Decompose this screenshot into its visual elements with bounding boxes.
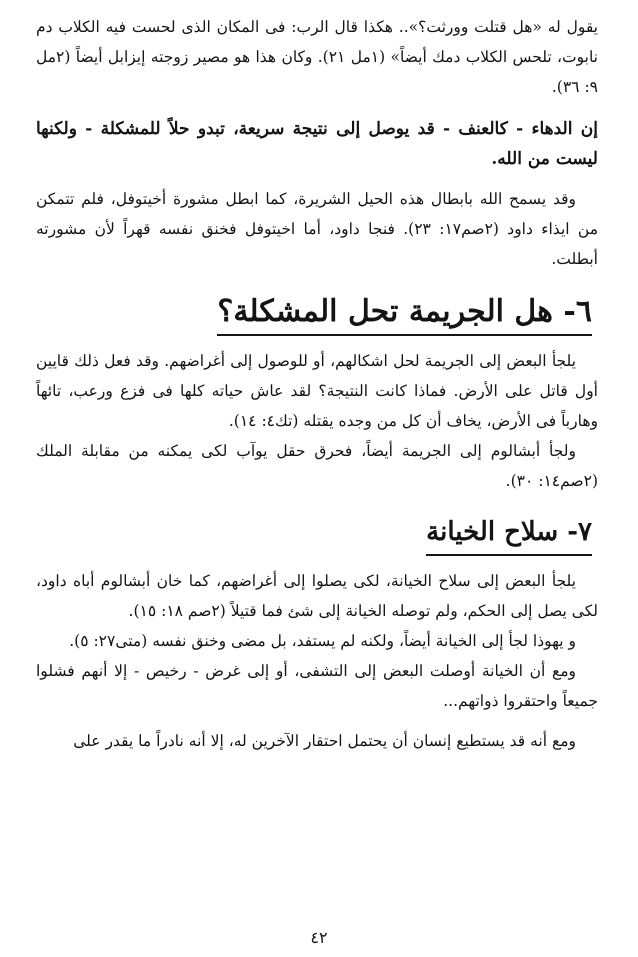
paragraph-ahithophel: وقد يسمح الله بابطال هذه الحيل الشريرة، كما ابطل مشورة أخيتوفل، فلم تتمكن من ايذاء داود (٢صم١٧: ٢٣). فنجا داود، أما اخيتوفل فخنق نفسه قهراً لأن مشورته أبطلت.	[36, 190, 598, 268]
section-7-heading-text: ٧- سلاح الخيانة	[426, 512, 592, 556]
section-6-heading-text: ٦- هل الجريمة تحل المشكلة؟	[217, 292, 592, 336]
paragraph-betrayal-failure: ومع أن الخيانة أوصلت البعض إلى التشفى، أو إلى غرض - رخيص - إلا أنهم فشلوا جميعاً واحتقروا ذواتهم...	[36, 662, 598, 710]
page-number: ٤٢	[310, 928, 328, 947]
spacer	[36, 174, 598, 184]
paragraph-contempt: ومع أنه قد يستطيع إنسان أن يحتمل احتقار الآخرين له، إلا أنه نادراً ما يقدر على	[73, 732, 576, 750]
paragraph-absalom-betrayal: يلجأ البعض إلى سلاح الخيانة، لكى يصلوا إلى أغراضهم، كما خان أبشالوم أباه داود، لكى يصل إلى الحكم، ولم توصله الخيانة إلى شئ فما قتيلاً (٢صم ١٨: ١٥).	[36, 572, 598, 620]
paragraph-intro-quote: يقول له «هل قتلت وورثت؟».. هكذا قال الرب: فى المكان الذى لحست فيه الكلاب دم نابوت، تلحس الكلاب دمك أيضاً» (١مل ٢١). وكان هذا هو مصير زوجته إيزابل أيضاً (٢مل ٩: ٣٦).	[36, 18, 598, 96]
paragraph-cain: يلجأ البعض إلى الجريمة لحل اشكالهم، أو للوصول إلى أغراضهم. وقد فعل ذلك قايين أول قاتل على الأرض. فماذا كانت النتيجة؟ لقد عاش حياته كلها فى فزع ورعب، تائهاً وهارباً فى الأرض، يخاف أن كل من وجده يقتله (تك٤: ١٤).	[36, 352, 598, 430]
spacer	[36, 716, 598, 726]
paragraph-judas: و يهوذا لجأ إلى الخيانة أيضاً، ولكنه لم يستفد، بل مضى وخنق نفسه (متى٢٧: ٥).	[69, 632, 576, 650]
paragraph-absalom-field: ولجأ أبشالوم إلى الجريمة أيضاً، فحرق حقل يوآب لكى يمكنه من مقابلة الملك (٢صم١٤: ٣٠).	[36, 442, 598, 490]
section-7-heading	[36, 512, 598, 556]
bold-statement: إن الدهاء - كالعنف - قد يوصل إلى نتيجة سريعة، تبدو حلاً للمشكلة - ولكنها ليست من الله.	[36, 119, 598, 169]
section-6-heading	[36, 292, 598, 336]
